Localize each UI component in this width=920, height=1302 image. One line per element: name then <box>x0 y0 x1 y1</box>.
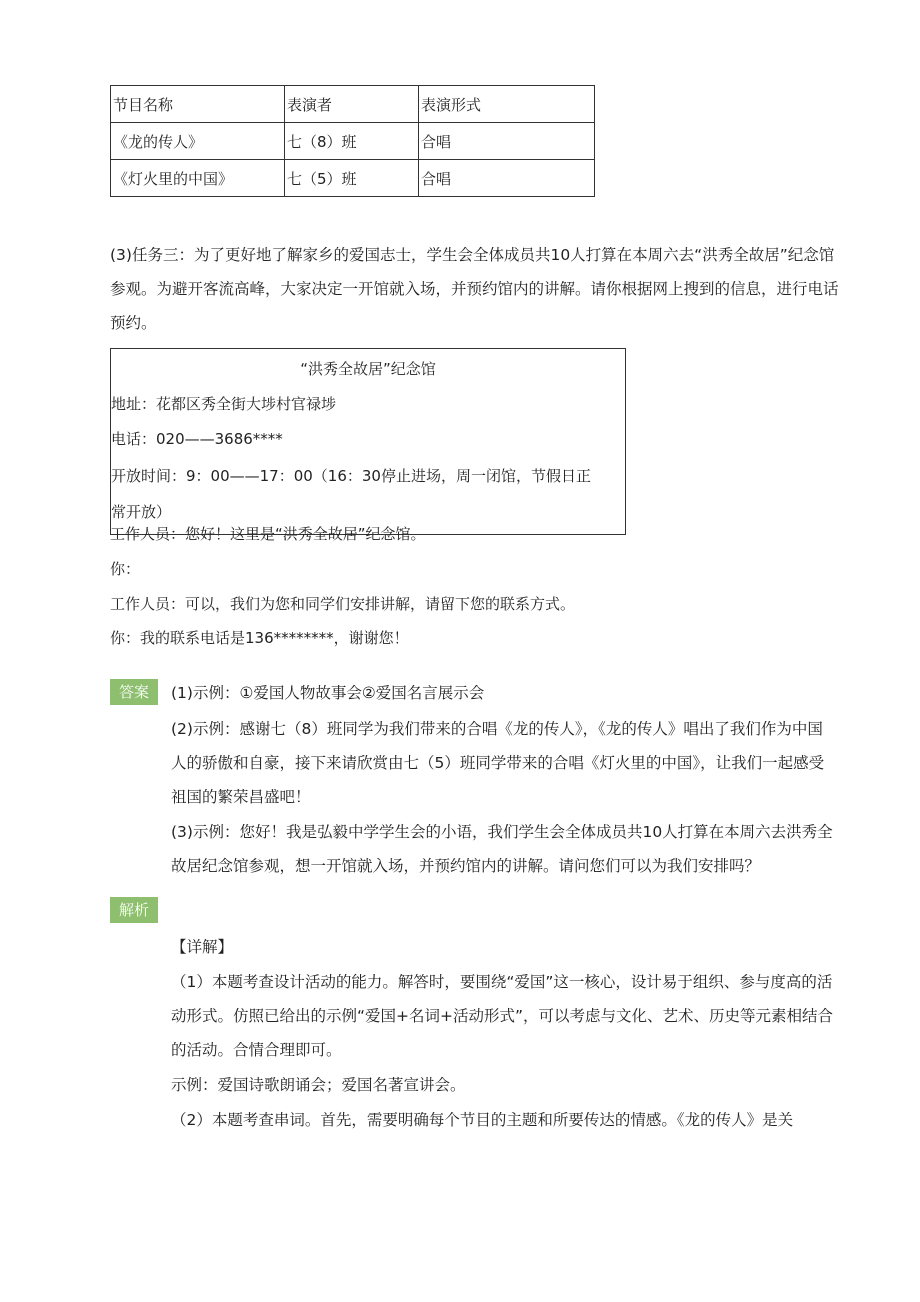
answer-1: (1)示例：①爱国人物故事会②爱国名言展示会 <box>171 684 485 702</box>
table-cell: 合唱 <box>419 123 595 160</box>
header-cell-performer: 表演者 <box>285 86 419 123</box>
header-cell-form: 表演形式 <box>419 86 595 123</box>
task3-paragraph: (3)任务三：为了更好地了解家乡的爱国志士，学生会全体成员共10人打算在本周六去“洪秀全故居”纪念馆参观。为避开客流高峰，大家决定一开馆就入场，并预约馆内的讲解。请你根据网上搜到的信息，进行电话预约。 <box>110 246 839 332</box>
analysis-tag: 解析 <box>110 897 158 923</box>
table-cell: 七（8）班 <box>285 123 419 160</box>
memorial-hours-line1: 开放时间：9：00——17：00（16：30停止进场，周一闭馆，节假日正 <box>111 467 591 485</box>
memorial-phone: 电话：020——3686**** <box>111 430 283 448</box>
table-cell: 合唱 <box>419 160 595 197</box>
header-cell-name: 节目名称 <box>111 86 285 123</box>
dialogue-line-you-blank: 你： <box>110 560 141 578</box>
analysis-paragraph-2: （2）本题考查串词。首先，需要明确每个节目的主题和所要传达的情感。《龙的传人》是关 <box>171 1111 794 1129</box>
program-table <box>110 85 595 197</box>
dialogue-line-you-phone: 你：我的联系电话是136********，谢谢您！ <box>110 629 409 647</box>
dialogue-line-staff-reply: 工作人员：可以，我们为您和同学们安排讲解，请留下您的联系方式。 <box>110 595 576 613</box>
answer-3: (3)示例：您好！我是弘毅中学学生会的小语，我们学生会全体成员共10人打算在本周六去洪秀全故居纪念馆参观，想一开馆就入场，并预约馆内的讲解。请问您们可以为我们安排吗？ <box>171 823 833 875</box>
analysis-paragraph-1: （1）本题考查设计活动的能力。解答时，要围绕“爱国”这一核心，设计易于组织、参与度高的活动形式。仿照已给出的示例“爱国+名词+活动形式”，可以考虑与文化、艺术、历史等元素相结合的活动。合情合理即可。 <box>171 973 834 1059</box>
table-cell: 《灯火里的中国》 <box>111 160 285 197</box>
table-row <box>111 160 595 197</box>
analysis-example: 示例：爱国诗歌朗诵会；爱国名著宣讲会。 <box>171 1076 466 1094</box>
table-row <box>111 123 595 160</box>
memorial-title: “洪秀全故居”纪念馆 <box>300 360 436 378</box>
answer-tag: 答案 <box>110 679 158 705</box>
memorial-hours-line2: 常开放） <box>111 503 172 521</box>
answer-2: (2)示例：感谢七（8）班同学为我们带来的合唱《龙的传人》，《龙的传人》唱出了我们作为中国人的骄傲和自豪，接下来请欣赏由七（5）班同学带来的合唱《灯火里的中国》，让我们一起感受祖国的繁荣昌盛吧！ <box>171 720 825 806</box>
table-cell: 《龙的传人》 <box>111 123 285 160</box>
analysis-heading: 【详解】 <box>171 938 234 956</box>
memorial-address: 地址：花都区秀全街大埗村官禄埗 <box>111 395 337 413</box>
dialogue-line-staff-greeting: 工作人员：您好！这里是“洪秀全故居”纪念馆。 <box>110 525 426 543</box>
memorial-info-box <box>110 348 626 535</box>
table-header-row <box>111 86 595 123</box>
table-cell: 七（5）班 <box>285 160 419 197</box>
